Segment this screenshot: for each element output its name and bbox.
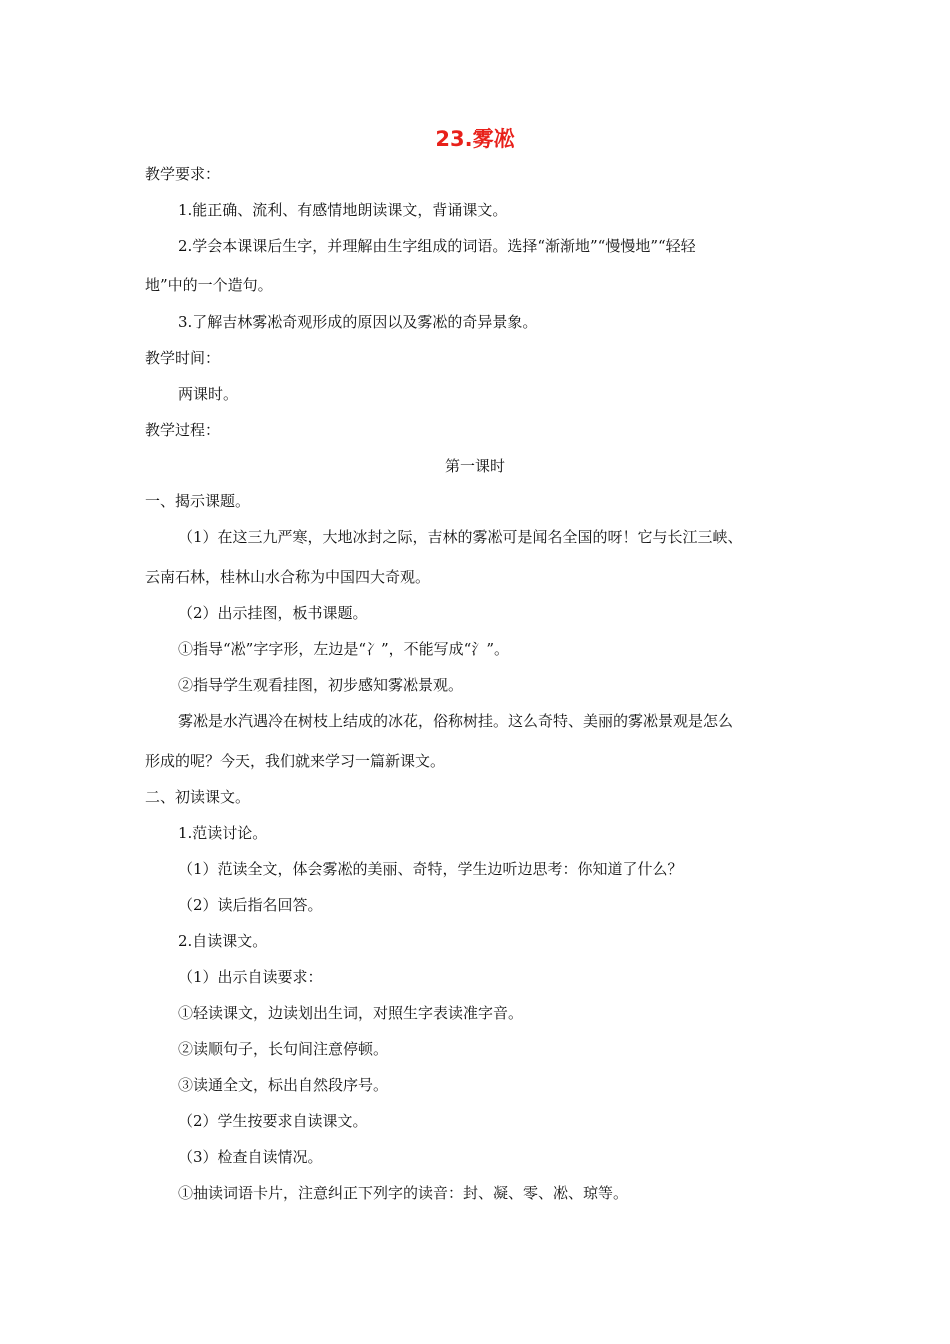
- step-2-item-2-c: （3）检查自读情况。: [178, 1148, 323, 1166]
- section-first-lesson: 第一课时: [444, 457, 505, 475]
- step-2-item-1: 1.范读讨论。: [178, 824, 268, 842]
- reading-requirement-1: ①轻读课文，边读划出生词，对照生字表读准字音。: [178, 1004, 524, 1022]
- requirement-3: 3.了解吉林雾凇奇观形成的原因以及雾凇的奇异景象。: [178, 313, 538, 331]
- heading-teaching-process: 教学过程：: [145, 421, 221, 439]
- step-1-paragraph-continued: 形成的呢？今天，我们就来学习一篇新课文。: [145, 752, 446, 770]
- step-1-item-2: （2）出示挂图，板书课题。: [178, 604, 368, 622]
- step-1-heading: 一、揭示课题。: [145, 492, 251, 510]
- heading-teaching-requirements: 教学要求：: [145, 165, 221, 183]
- lesson-title: 23.雾凇: [435, 127, 515, 151]
- step-2-item-1-b: （2）读后指名回答。: [178, 896, 323, 914]
- step-1-item-1-continued: 云南石林，桂林山水合称为中国四大奇观。: [145, 568, 431, 586]
- step-1-item-2-a: ①指导“凇”字字形，左边是“冫”，不能写成“氵”。: [178, 640, 510, 658]
- step-2-item-2: 2.自读课文。: [178, 932, 268, 950]
- step-2-item-2-a: （1）出示自读要求：: [178, 968, 323, 986]
- step-1-item-1: （1）在这三九严寒，大地冰封之际，吉林的雾凇可是闻名全国的呀！它与长江三峡、: [178, 528, 743, 546]
- step-1-paragraph: 雾凇是水汽遇冷在树枝上结成的冰花，俗称树挂。这么奇特、美丽的雾凇景观是怎么: [178, 712, 734, 730]
- requirement-2: 2.学会本课课后生字，并理解由生字组成的词语。选择“渐渐地”“慢慢地”“轻轻: [178, 237, 696, 255]
- reading-requirement-3: ③读通全文，标出自然段序号。: [178, 1076, 389, 1094]
- reading-requirement-2: ②读顺句子，长句间注意停顿。: [178, 1040, 389, 1058]
- step-1-item-2-b: ②指导学生观看挂图，初步感知雾凇景观。: [178, 676, 464, 694]
- requirement-1: 1.能正确、流利、有感情地朗读课文，背诵课文。: [178, 201, 508, 219]
- teaching-time-value: 两课时。: [178, 385, 239, 403]
- step-2-item-1-a: （1）范读全文，体会雾凇的美丽、奇特，学生边听边思考：你知道了什么？: [178, 860, 683, 878]
- pronunciation-check: ①抽读词语卡片，注意纠正下列字的读音：封、凝、零、凇、琼等。: [178, 1184, 629, 1202]
- heading-teaching-time: 教学时间：: [145, 349, 221, 367]
- step-2-heading: 二、初读课文。: [145, 788, 251, 806]
- requirement-2-continued: 地”中的一个造句。: [145, 276, 273, 294]
- step-2-item-2-b: （2）学生按要求自读课文。: [178, 1112, 368, 1130]
